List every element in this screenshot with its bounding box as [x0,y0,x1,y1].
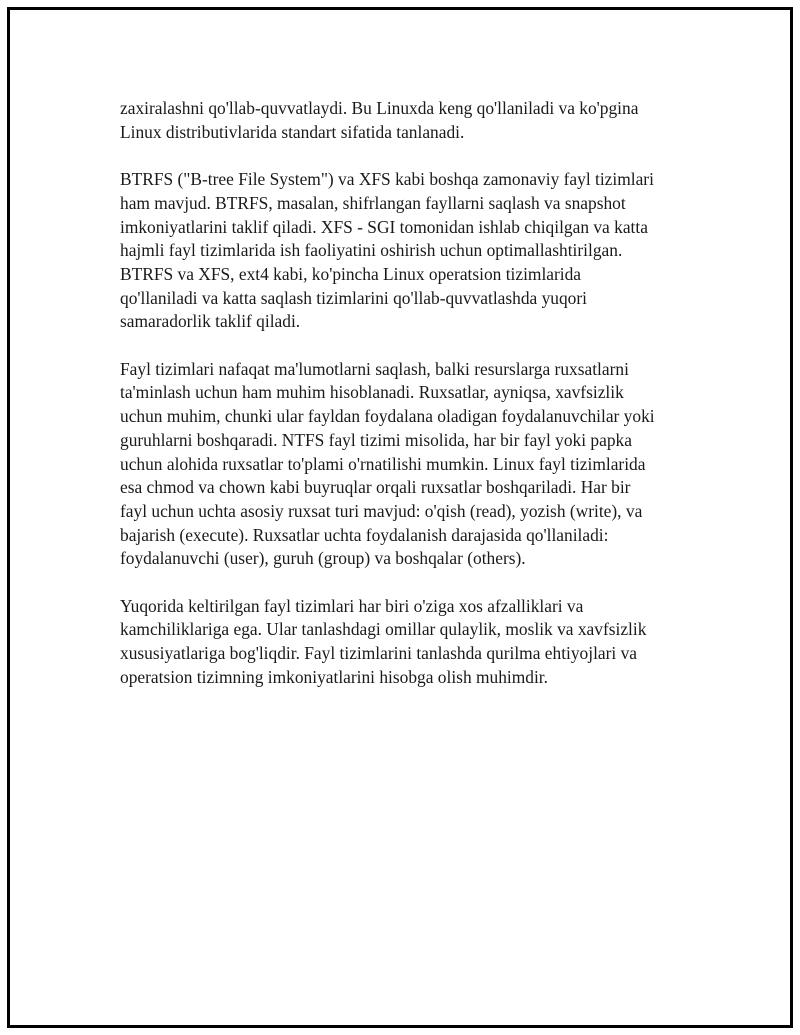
text-line: ham mavjud. BTRFS, masalan, shifrlangan fayllarni saqlash va snapshot [120,192,626,213]
text-line: esa chmod va chown kabi buyruqlar orqali ruxsatlar boshqariladi. Har bir [120,477,631,498]
paragraph-2 [120,168,700,334]
text-line: bajarish (execute). Ruxsatlar uchta foydalanish darajasida qo'llaniladi: [120,524,609,545]
text-line: BTRFS va XFS, ext4 kabi, ko'pincha Linux operatsion tizimlarida [120,263,582,284]
text-line: zaxiralashni qo'llab-quvvatlaydi. Bu Linuxda keng qo'llaniladi va ko'pgina [120,98,639,118]
text-line: operatsion tizimning imkoniyatlarini hisobga olish muhimdir. [120,666,548,687]
text-line: Yuqorida keltirilgan fayl tizimlari har biri o'ziga xos afzalliklari va [120,595,584,616]
paragraph-1 [120,97,700,144]
text-line: guruhlarni boshqaradi. NTFS fayl tizimi misolida, har bir fayl yoki papka [120,429,632,450]
text-line: xususiyatlariga bog'liqdir. Fayl tizimlarini tanlashda qurilma ehtiyojlari va [120,643,638,664]
text-line: ta'minlash uchun ham muhim hisoblanadi. Ruxsatlar, ayniqsa, xavfsizlik [120,382,624,403]
text-line: qo'llaniladi va katta saqlash tizimlarini qo'llab-quvvatlashda yuqori [120,287,587,308]
text-line: imkoniyatlarini taklif qiladi. XFS - SGI tomonidan ishlab chiqilgan va katta [120,216,648,237]
text-line: Fayl tizimlari nafaqat ma'lumotlarni saqlash, balki resurslarga ruxsatlarni [120,358,629,379]
text-line: Linux distributivlarida standart sifatida tanlanadi. [120,121,465,142]
text-line: foydalanuvchi (user), guruh (group) va boshqalar (others). [120,548,526,569]
text-line: samaradorlik taklif qiladi. [120,311,301,332]
text-line: hajmli fayl tizimlarida ish faoliyatini oshirish uchun optimallashtirilgan. [120,240,623,261]
paragraph-3 [120,358,700,571]
paragraph-4 [120,595,700,690]
text-line: uchun muhim, chunki ular fayldan foydalana oladigan foydalanuvchilar yoki [120,406,655,427]
text-line: kamchiliklariga ega. Ular tanlashdagi omillar qulaylik, moslik va xavfsizlik [120,619,647,640]
page-frame [7,7,793,1028]
text-line: fayl uchun uchta asosiy ruxsat turi mavjud: o'qish (read), yozish (write), va [120,500,643,521]
text-line: uchun alohida ruxsatlar to'plami o'rnatilishi mumkin. Linux fayl tizimlarida [120,453,646,474]
text-line: BTRFS ("B-tree File System") va XFS kabi boshqa zamonaviy fayl tizimlari [120,169,654,190]
document-body [120,97,700,713]
